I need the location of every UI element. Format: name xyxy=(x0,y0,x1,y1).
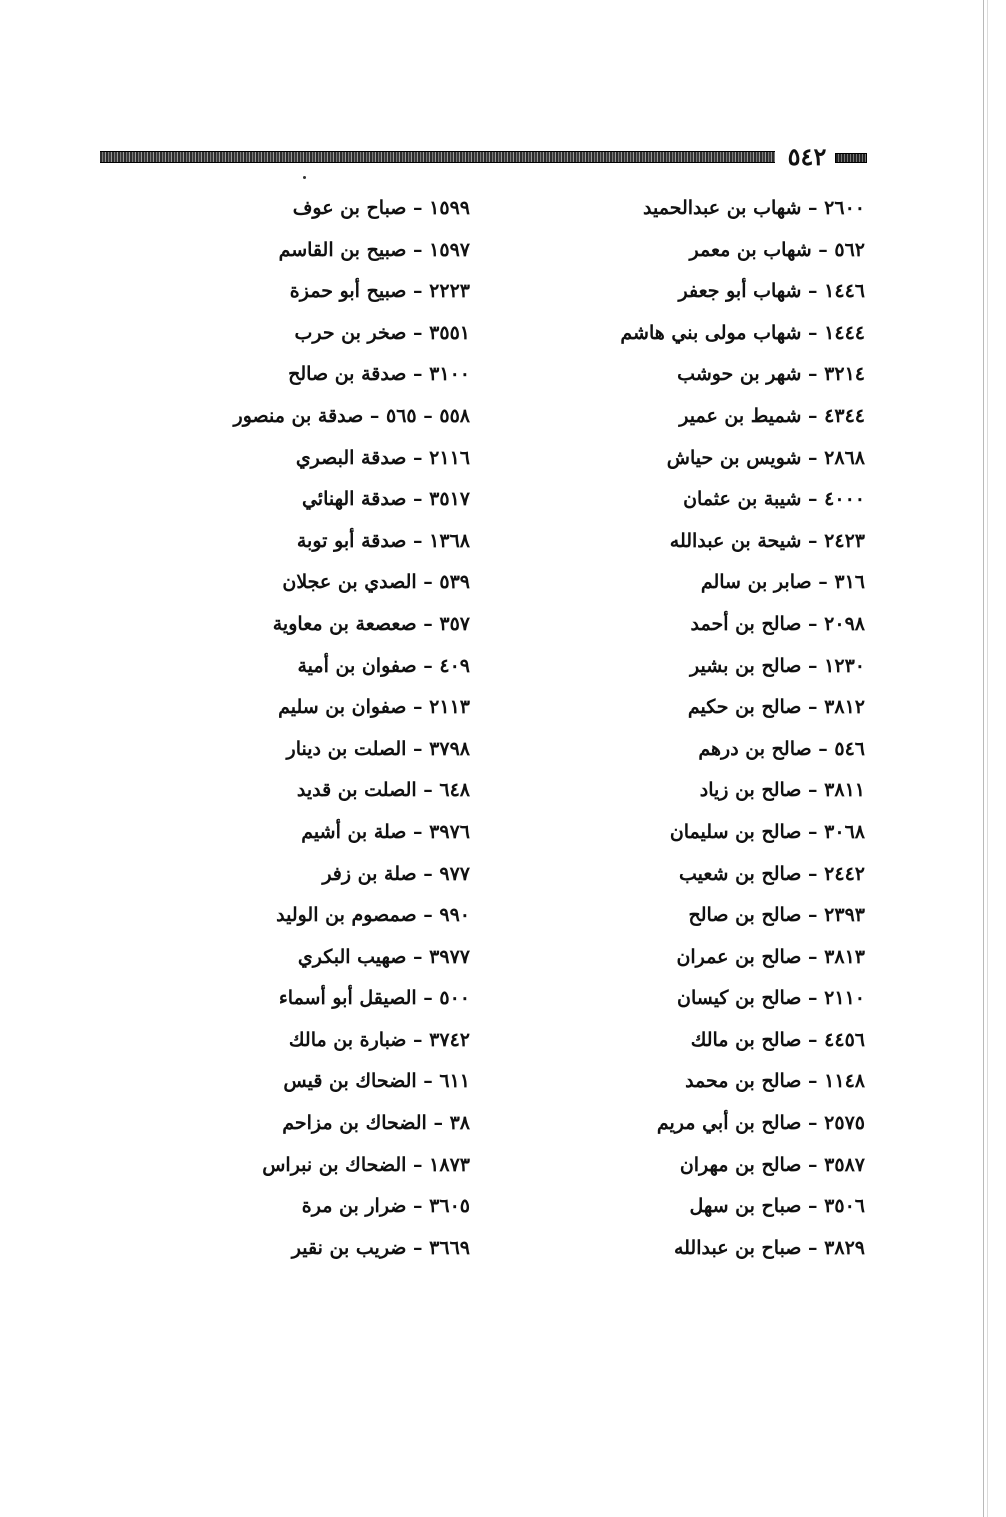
index-entry: ٤٣٤٤ – شميط بن عمير xyxy=(679,404,865,427)
index-entry: ٢٤٤٢ – صالح بن شعيب xyxy=(679,862,865,885)
ink-dot xyxy=(303,176,306,179)
index-entry: ٣٥٠٦ – صباح بن سهل xyxy=(689,1195,865,1218)
index-entry: ٣٨١٢ – صالح بن حكيم xyxy=(687,696,865,719)
index-entry: ٣٨١١ – صالح بن زياد xyxy=(699,779,865,802)
index-entry: ٣٨٢٩ – صباح بن عبدالله xyxy=(673,1236,865,1259)
header-rule xyxy=(100,151,775,163)
index-entry: ٤٠٠٠ – شيبة بن عثمان xyxy=(683,488,865,511)
index-entry: ١١٤٨ – صالح بن محمد xyxy=(685,1070,865,1093)
index-entry: ٥٦٢ – شهاب بن معمر xyxy=(689,238,865,261)
index-entry: ١٥٩٩ – صباح بن عوف xyxy=(292,197,470,219)
index-entry: ٣٢١٤ – شهر بن حوشب xyxy=(677,363,865,386)
index-entry: ٤٠٩ – صفوان بن أمية xyxy=(297,654,470,677)
index-entry: ٣١٠٠ – صدقة بن صالح xyxy=(288,363,470,386)
index-entry: ٩٧٧ – صلة بن زفر xyxy=(322,862,470,885)
page-edge-line-inner xyxy=(987,0,988,1517)
index-entry: ٣٧٩٨ – الصلت بن دينار xyxy=(286,737,470,760)
index-entry: ٥٣٩ – الصدي بن عجلان xyxy=(282,571,470,594)
index-entry: ٥٤٦ – صالح بن درهم xyxy=(698,737,865,760)
page-number-ornament xyxy=(835,153,867,163)
index-entry: ٣٧٤٢ – ضبارة بن مالك xyxy=(288,1028,470,1051)
index-entry: ١٨٧٣ – الضحاك بن نبراس xyxy=(262,1153,470,1176)
index-entry: ٩٩٠ – صمصوم بن الوليد xyxy=(276,904,470,927)
index-entry: ٣٥٧ – صعصعة بن معاوية xyxy=(272,612,470,635)
index-entry: ٢١١٣ – صفوان بن سليم xyxy=(278,696,470,719)
index-entry: ٢٠٩٨ – صالح بن أحمد xyxy=(690,612,865,635)
index-entry: ٢٥٧٥ – صالح بن أبي مريم xyxy=(656,1112,865,1135)
index-entry: ٤٤٥٦ – صالح بن مالك xyxy=(690,1028,865,1051)
page-header xyxy=(100,140,865,174)
index-entry: ٣٥٥١ – صخر بن حرب xyxy=(294,321,470,344)
index-entry: ٥٠٠ – الصيقل أبو أسماء xyxy=(278,987,470,1010)
index-entry: ٢٢٢٣ – صبيح أبو حمزة xyxy=(289,280,470,303)
index-entry: ٣١٦ – صابر بن سالم xyxy=(700,571,865,594)
index-entry: ١٢٣٠ – صالح بن بشير xyxy=(690,654,865,677)
index-entry: ٣٦٠٥ – ضرار بن مرة xyxy=(301,1195,470,1218)
index-entry: ٥٥٨ – ٥٦٥ – صدقة بن منصور xyxy=(233,404,470,427)
index-entry: ٦١١ – الضحاك بن قيس xyxy=(283,1070,470,1093)
index-entry: ١٣٦٨ – صدقة أبو توبة xyxy=(296,529,470,552)
index-entry: ٦٤٨ – الصلت بن قديد xyxy=(296,779,470,802)
index-entry: ٢٤٢٣ – شيحة بن عبدالله xyxy=(669,529,865,552)
index-entry: ١٥٩٧ – صبيح بن القاسم xyxy=(278,238,470,261)
index-entry: ٢٦٠٠ – شهاب بن عبدالحميد xyxy=(643,197,865,219)
index-entry: ٣٦٦٩ – ضريب بن نقير xyxy=(291,1236,470,1259)
index-entry: ١٤٤٤ – شهاب مولى بني هاشم xyxy=(620,321,865,344)
index-entry: ٢١١٦ – صدقة البصري xyxy=(295,446,470,469)
index-entry: ٣٥١٧ – صدقة الهنائي xyxy=(301,488,470,511)
index-entry: ٣٩٧٦ – صلة بن أشيم xyxy=(301,820,470,843)
index-entry: ٣٨١٣ – صالح بن عمران xyxy=(676,945,865,968)
index-entry: ٢٣٩٣ – صالح بن صالح xyxy=(688,904,865,927)
index-entry: ٣٨ – الضحاك بن مزاحم xyxy=(282,1112,470,1135)
index-entry: ٢١١٠ – صالح بن كيسان xyxy=(677,987,865,1010)
index-column-right xyxy=(560,188,865,1269)
index-column-left xyxy=(170,188,470,1269)
page-edge-line xyxy=(983,0,984,1517)
index-entry: ١٤٤٦ – شهاب أبو جعفر xyxy=(678,280,865,303)
index-entry: ٣٠٦٨ – صالح بن سليمان xyxy=(669,820,865,843)
index-entry: ٣٥٨٧ – صالح بن مهران xyxy=(679,1153,865,1176)
page-number: ٥٤٢ xyxy=(787,142,827,171)
index-entry: ٣٩٧٧ – صهيب البكري xyxy=(297,945,470,968)
index-entry: ٢٨٦٨ – شويس بن حياش xyxy=(666,446,865,469)
